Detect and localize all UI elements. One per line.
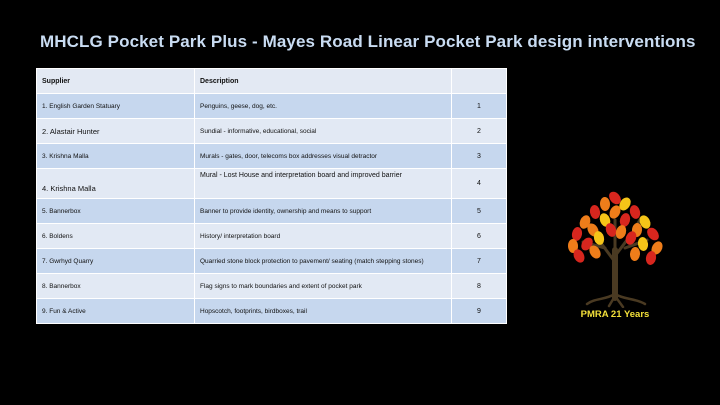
supplier-cell: 8. Bannerbox — [37, 274, 195, 299]
number-cell: 7 — [452, 249, 507, 274]
description-cell: History/ interpretation board — [195, 224, 452, 249]
table-row — [37, 119, 507, 144]
number-cell: 9 — [452, 299, 507, 324]
number-cell: 2 — [452, 119, 507, 144]
table-row — [37, 199, 507, 224]
supplier-cell: 2. Alastair Hunter — [37, 119, 195, 144]
logo-caption: PMRA 21 Years — [580, 309, 650, 320]
leaf-icon — [589, 204, 601, 219]
table-row — [37, 299, 507, 324]
description-cell: Sundial - informative, educational, social — [195, 119, 452, 144]
header-description: Description — [195, 69, 452, 94]
description-cell: Banner to provide identity, ownership and means to support — [195, 199, 452, 224]
description-cell: Mural - Lost House and interpretation board and improved barrier — [195, 169, 452, 199]
table-row — [37, 249, 507, 274]
number-cell: 8 — [452, 274, 507, 299]
header-supplier: Supplier — [37, 69, 195, 94]
supplier-cell: 1. English Garden Statuary — [37, 94, 195, 119]
leaf-icon — [629, 247, 640, 262]
table-row — [37, 169, 507, 199]
description-cell: Flag signs to mark boundaries and extent of pocket park — [195, 274, 452, 299]
slide-title: MHCLG Pocket Park Plus - Mayes Road Linear Pocket Park design interventions — [40, 32, 696, 51]
tree-logo-icon — [565, 190, 665, 308]
description-cell: Murals - gates, door, telecoms box addresses visual detractor — [195, 144, 452, 169]
description-cell: Quarried stone block protection to pavement/ seating (match stepping stones) — [195, 249, 452, 274]
table-row — [37, 94, 507, 119]
interventions-table — [36, 68, 507, 324]
number-cell: 5 — [452, 199, 507, 224]
supplier-cell: 3. Krishna Malla — [37, 144, 195, 169]
description-cell: Penguins, geese, dog, etc. — [195, 94, 452, 119]
table-row — [37, 224, 507, 249]
leaf-icon — [600, 197, 611, 212]
header-number — [452, 69, 507, 94]
table-header-row — [37, 69, 507, 94]
supplier-cell: 5. Bannerbox — [37, 199, 195, 224]
number-cell: 3 — [452, 144, 507, 169]
table-row — [37, 274, 507, 299]
description-cell: Hopscotch, footprints, birdboxes, trail — [195, 299, 452, 324]
number-cell: 4 — [452, 169, 507, 199]
supplier-cell: 9. Fun & Active — [37, 299, 195, 324]
number-cell: 6 — [452, 224, 507, 249]
number-cell: 1 — [452, 94, 507, 119]
table-row — [37, 144, 507, 169]
supplier-cell: 7. Gwrhyd Quarry — [37, 249, 195, 274]
supplier-cell: 4. Krishna Malla — [37, 169, 195, 199]
supplier-cell: 6. Boldens — [37, 224, 195, 249]
